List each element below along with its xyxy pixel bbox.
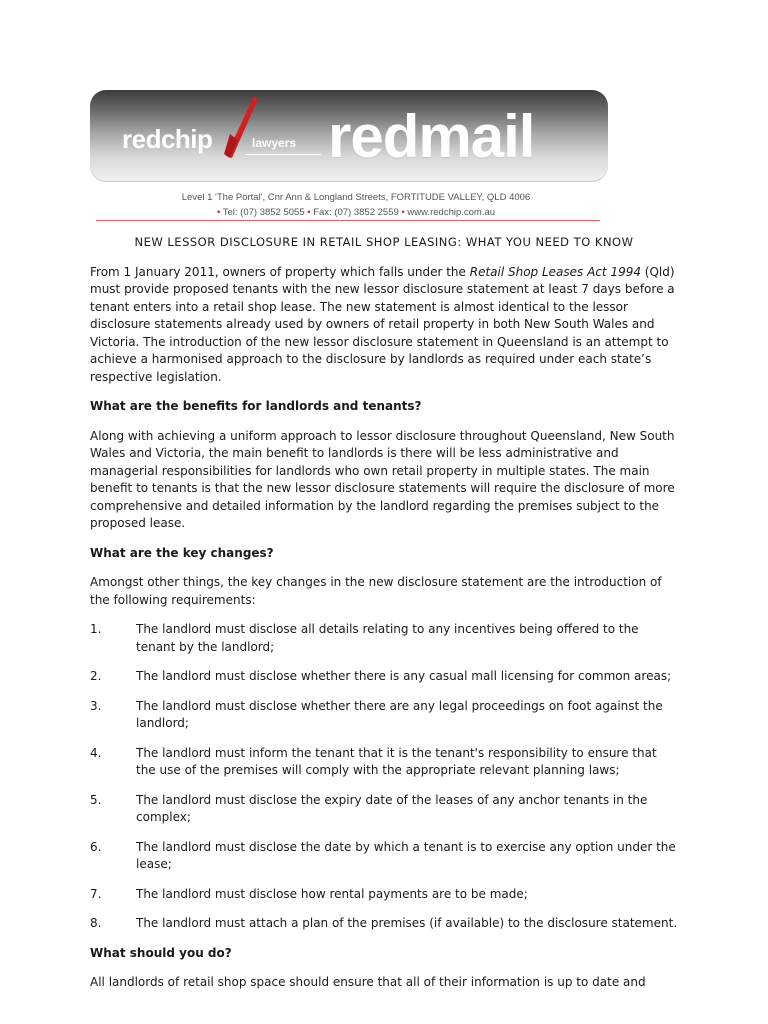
key-changes-paragraph: Amongst other things, the key changes in the new disclosure statement are the introduction of the following requirements: (90, 575, 662, 607)
list-number: 5. (90, 792, 102, 807)
list-item (90, 915, 678, 933)
intro-paragraph (90, 264, 678, 387)
list-text: The landlord must disclose how rental payments are to be made; (136, 886, 528, 901)
list-item (90, 621, 678, 656)
list-item (90, 668, 678, 686)
section-heading-benefits: What are the benefits for landlords and tenants? (90, 399, 422, 413)
brand-lawyers-text: lawyers (252, 136, 297, 150)
list-text: The landlord must disclose whether there are any legal proceedings on foot against the landlord; (136, 698, 663, 730)
list-text: The landlord must disclose the date by which a tenant is to exercise any option under the lease; (136, 839, 676, 871)
list-item (90, 792, 678, 827)
letterhead-address (166, 190, 546, 220)
section-heading-key-changes: What are the key changes? (90, 545, 274, 560)
section-heading-what-to-do: What should you do? (90, 945, 232, 960)
document-body (90, 234, 678, 1004)
list-text: The landlord must disclose whether there is any casual mall licensing for common areas; (136, 669, 672, 683)
list-item (90, 745, 678, 780)
list-item (90, 698, 678, 733)
fax-text: Fax: (07) 3852 2559 (313, 207, 399, 218)
brand-redmail-text: redmail (328, 103, 535, 170)
contact-line (166, 205, 546, 220)
list-number: 4. (90, 745, 102, 760)
list-text: The landlord must disclose the expiry date of the leases of any anchor tenants in the complex; (136, 792, 648, 824)
list-number: 2. (90, 669, 102, 683)
letterhead-divider (96, 220, 600, 221)
list-text: The landlord must inform the tenant that it is the tenant's responsibility to ensure that the use of the premises will comply with the appropriate relevant planning laws; (136, 745, 657, 777)
tel-text: Tel: (07) 3852 5055 (222, 207, 305, 218)
document-title: NEW LESSOR DISCLOSURE IN RETAIL SHOP LEASING: WHAT YOU NEED TO KNOW (134, 235, 634, 249)
web-text: www.redchip.com.au (407, 207, 496, 218)
list-item (90, 839, 678, 874)
letterhead (90, 90, 610, 222)
what-to-do-paragraph: All landlords of retail shop space should ensure that all of their information is up to date and (90, 975, 646, 989)
list-item (90, 886, 678, 904)
list-number: 3. (90, 698, 102, 713)
benefits-paragraph: Along with achieving a uniform approach to lessor disclosure throughout Queensland, New South Wales and Victoria, the main benefit to landlords is there will be less administrative and managerial responsibilities for landlords who own retail property in multiple states. The main benefit to tenants is that the new lessor disclosure statements will require the disclosure of more comprehensive and detailed information by the landlord regarding the premises subject to the proposed lease. (90, 428, 675, 530)
list-text: The landlord must attach a plan of the premises (if available) to the disclosure statement. (136, 916, 678, 930)
intro-after: (Qld) must provide proposed tenants with the new lessor disclosure statement at least 7 days before a tenant enters into a retail shop lease. The new statement is almost identical to the lessor disclosure statements already used by owners of retail property in both New South Wales and Victoria. The introduction of the new lessor disclosure statement in Queensland is an attempt to achieve a harmonised approach to the disclosure by landlords as required under each state’s respective legislation. (90, 264, 675, 384)
bullet-icon: • (401, 207, 405, 218)
requirements-list (90, 621, 678, 933)
brand-underline (245, 154, 321, 155)
intro-before: From 1 January 2011, owners of property which falls under the (90, 264, 470, 279)
bullet-icon: • (216, 207, 221, 218)
list-number: 1. (90, 622, 102, 636)
letterhead-banner (90, 90, 608, 182)
address-line: Level 1 'The Portal', Cnr Ann & Longland Streets, FORTITUDE VALLEY, QLD 4006 (181, 192, 531, 203)
list-number: 6. (90, 839, 102, 854)
list-number: 8. (90, 916, 102, 930)
list-text: The landlord must disclose all details relating to any incentives being offered to the tenant by the landlord; (136, 622, 639, 654)
brand-redchip-text: redchip (122, 124, 213, 154)
bullet-icon: • (307, 207, 311, 218)
list-number: 7. (90, 886, 102, 901)
act-name: Retail Shop Leases Act 1994 (469, 264, 641, 279)
